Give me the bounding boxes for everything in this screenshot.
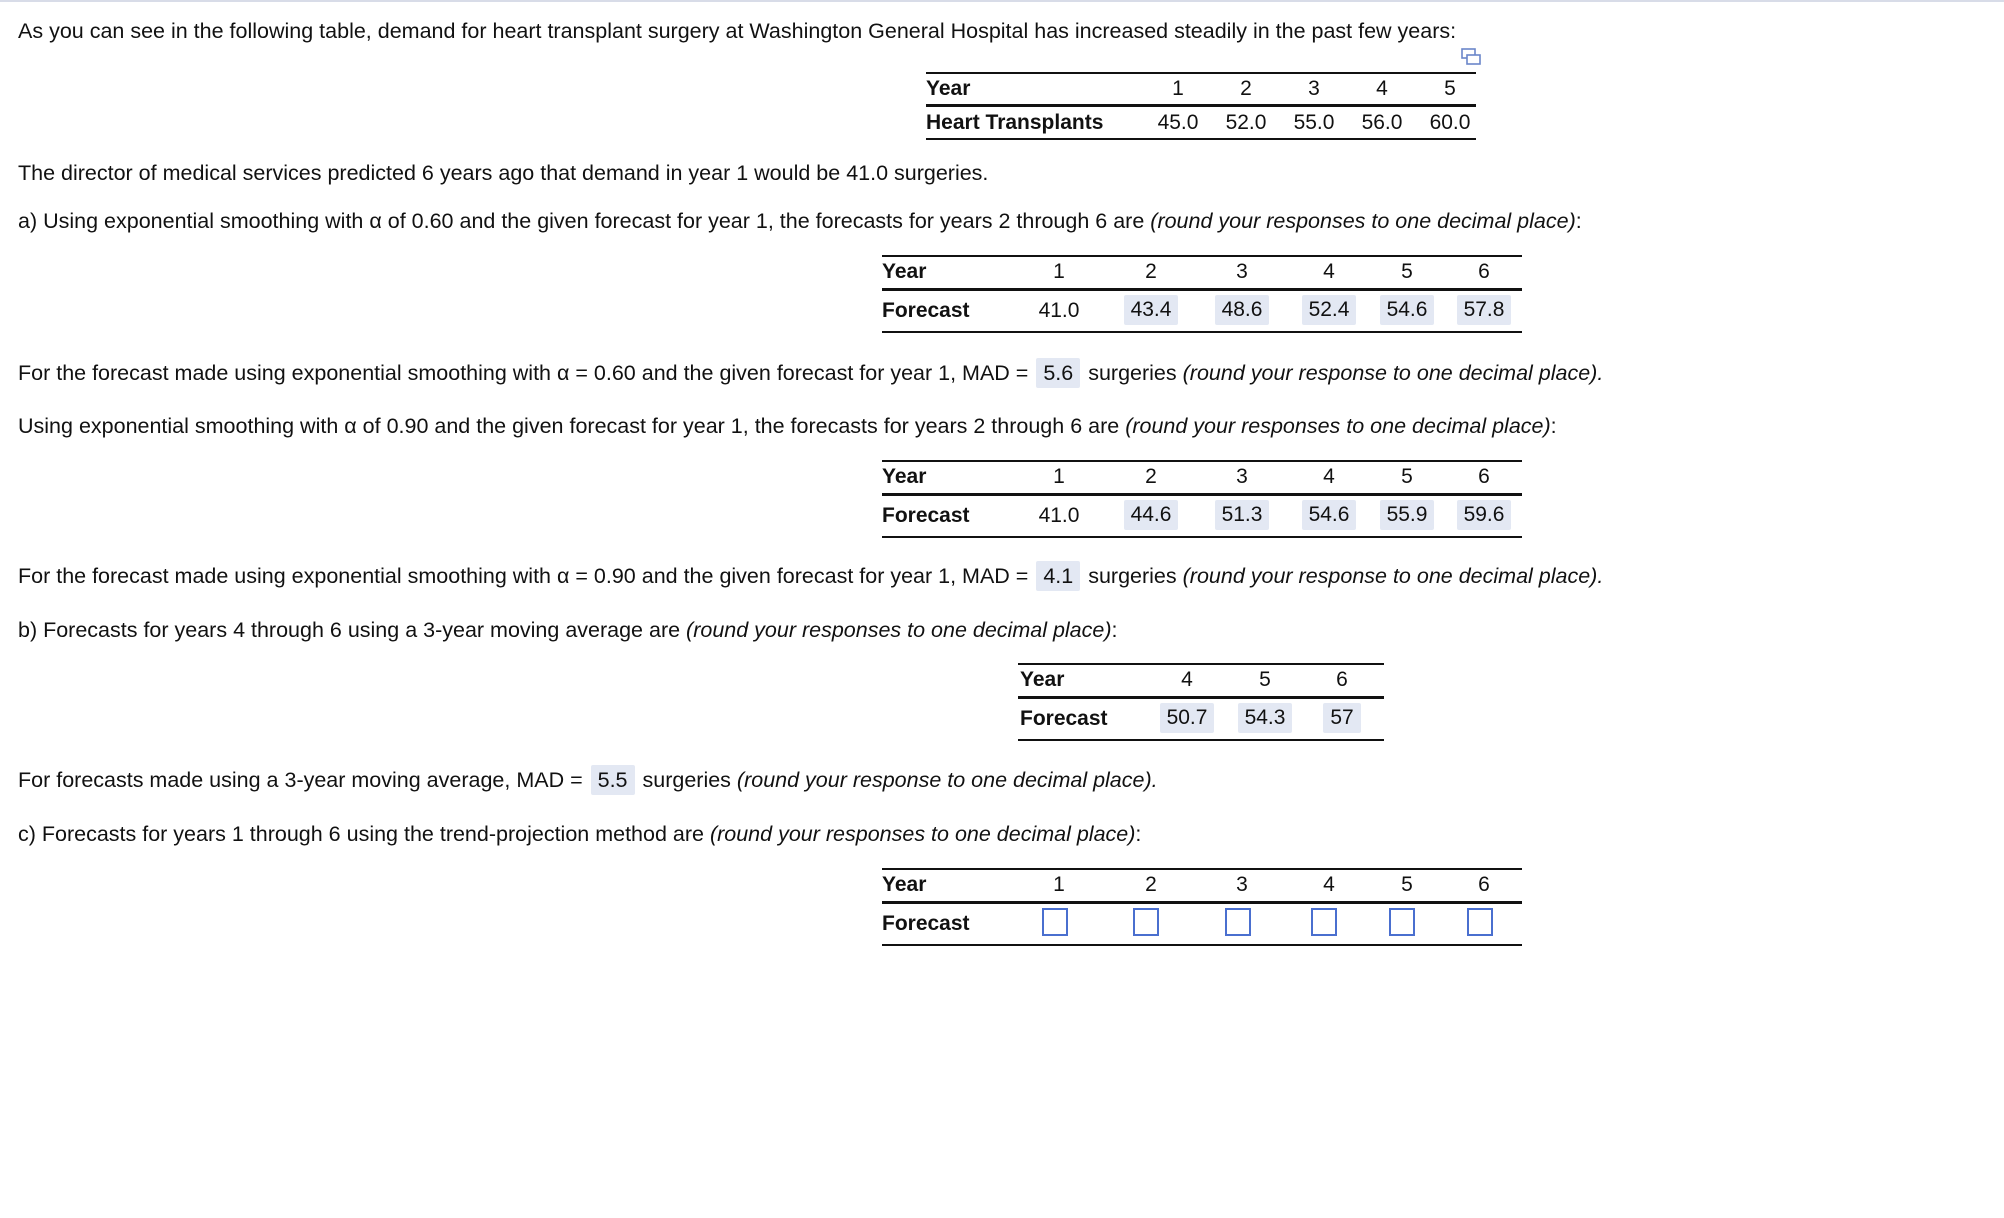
year-cell: 4 [1181, 668, 1193, 691]
colon: : [1575, 209, 1582, 233]
prompt-text: c) Forecasts for years 1 through 6 using the trend-projection method are [18, 822, 704, 846]
row-label-forecast: Forecast [882, 912, 970, 935]
round-note: (round your response to one decimal place). [1182, 361, 1604, 385]
top-border [0, 0, 2004, 2]
colon: : [1111, 618, 1118, 642]
answer-cell[interactable]: 51.3 [1215, 500, 1270, 530]
forecast-input[interactable] [1311, 908, 1337, 936]
year-cell: 6 [1478, 260, 1490, 283]
forecast-input[interactable] [1133, 908, 1159, 936]
round-note: (round your response to one decimal place). [1182, 564, 1604, 588]
mad-answer[interactable]: 5.5 [591, 765, 635, 795]
year-cell: 5 [1259, 668, 1271, 691]
row-label-year: Year [882, 465, 927, 488]
copy-table-icon[interactable] [1461, 48, 1481, 66]
director-text: The director of medical services predicted 6 years ago that demand in year 1 would be 41.0 surgeries. [18, 161, 989, 185]
year-cell: 6 [1478, 873, 1490, 896]
answer-cell[interactable]: 54.6 [1302, 500, 1357, 530]
year-cell: 5 [1444, 77, 1456, 100]
year-cell: 2 [1145, 465, 1157, 488]
heart-transplant-table [926, 72, 1476, 140]
year-cell: 3 [1236, 873, 1248, 896]
year-cell: 1 [1053, 873, 1065, 896]
value-cell: 56.0 [1361, 111, 1403, 134]
row-label-year: Year [1020, 668, 1065, 691]
value-cell: 52.0 [1225, 111, 1267, 134]
prompt-text: a) Using exponential smoothing with α of 0.60 and the given forecast for year 1, the forecasts for years 2 through 6 are [18, 209, 1145, 233]
value-cell: 60.0 [1429, 111, 1471, 134]
value-cell: 45.0 [1157, 111, 1199, 134]
forecast-table-alpha-060 [882, 255, 1522, 333]
colon: : [1550, 414, 1557, 438]
year-cell: 4 [1323, 260, 1335, 283]
round-note: (round your response to one decimal place). [736, 768, 1158, 792]
year-cell: 3 [1308, 77, 1320, 100]
answer-cell[interactable]: 57 [1323, 703, 1360, 733]
mad-prefix: For forecasts made using a 3-year moving average, MAD = [18, 768, 583, 792]
part-a-prompt [18, 207, 1582, 235]
mad-alpha-060 [18, 358, 1603, 388]
year-cell: 6 [1336, 668, 1348, 691]
year-cell: 1 [1053, 260, 1065, 283]
year-cell: 3 [1236, 260, 1248, 283]
row-label-forecast: Forecast [882, 504, 970, 527]
answer-cell[interactable]: 55.9 [1380, 500, 1435, 530]
round-note: (round your responses to one decimal place) [1125, 414, 1551, 438]
mad-suffix: surgeries [1088, 361, 1177, 385]
mad-alpha-090 [18, 561, 1603, 591]
answer-cell[interactable]: 50.7 [1160, 703, 1215, 733]
answer-cell[interactable]: 54.3 [1238, 703, 1293, 733]
year-cell: 5 [1401, 260, 1413, 283]
part-b-prompt [18, 616, 1118, 644]
year-cell: 5 [1401, 873, 1413, 896]
row-label-year: Year [926, 77, 971, 100]
row-label-heart-transplants: Heart Transplants [926, 111, 1104, 134]
value-cell: 55.0 [1293, 111, 1335, 134]
answer-cell[interactable]: 52.4 [1302, 295, 1357, 325]
mad-prefix: For the forecast made using exponential smoothing with α = 0.90 and the given forecast for year 1, MAD = [18, 564, 1029, 588]
year1-forecast-cell: 41.0 [1038, 504, 1080, 527]
round-note: (round your responses to one decimal place) [1150, 209, 1576, 233]
forecast-input[interactable] [1225, 908, 1251, 936]
prompt-text: b) Forecasts for years 4 through 6 using a 3-year moving average are [18, 618, 681, 642]
mad-answer[interactable]: 4.1 [1036, 561, 1080, 591]
mad-suffix: surgeries [1088, 564, 1177, 588]
row-label-forecast: Forecast [1020, 707, 1108, 730]
mad-moving-average [18, 765, 1158, 795]
year-cell: 4 [1323, 873, 1335, 896]
answer-cell[interactable]: 44.6 [1124, 500, 1179, 530]
prompt-text: Using exponential smoothing with α of 0.90 and the given forecast for year 1, the forecasts for years 2 through 6 are [18, 414, 1120, 438]
answer-cell[interactable]: 54.6 [1380, 295, 1435, 325]
row-label-forecast: Forecast [882, 299, 970, 322]
forecast-input[interactable] [1042, 908, 1068, 936]
row-label-year: Year [882, 873, 927, 896]
year-cell: 3 [1236, 465, 1248, 488]
part-c-prompt [18, 820, 1141, 848]
mad-suffix: surgeries [642, 768, 731, 792]
mad-answer[interactable]: 5.6 [1036, 358, 1080, 388]
forecast-input[interactable] [1467, 908, 1493, 936]
answer-cell[interactable]: 43.4 [1124, 295, 1179, 325]
intro-text: As you can see in the following table, demand for heart transplant surgery at Washington General Hospital has increased steadily in the past few years: [18, 19, 1457, 43]
answer-cell[interactable]: 59.6 [1457, 500, 1512, 530]
answer-cell[interactable]: 48.6 [1215, 295, 1270, 325]
forecast-input[interactable] [1389, 908, 1415, 936]
year-cell: 6 [1478, 465, 1490, 488]
mad-prefix: For the forecast made using exponential smoothing with α = 0.60 and the given forecast for year 1, MAD = [18, 361, 1029, 385]
year-cell: 2 [1145, 873, 1157, 896]
colon: : [1135, 822, 1142, 846]
year-cell: 2 [1145, 260, 1157, 283]
year-cell: 4 [1376, 77, 1388, 100]
year1-forecast-cell: 41.0 [1038, 299, 1080, 322]
year-cell: 2 [1240, 77, 1252, 100]
year-cell: 5 [1401, 465, 1413, 488]
year-cell: 1 [1053, 465, 1065, 488]
year-cell: 1 [1172, 77, 1184, 100]
moving-average-table [1018, 663, 1384, 741]
row-label-year: Year [882, 260, 927, 283]
answer-cell[interactable]: 57.8 [1457, 295, 1512, 325]
round-note: (round your responses to one decimal place) [709, 822, 1136, 846]
year-cell: 4 [1323, 465, 1335, 488]
round-note: (round your responses to one decimal place) [686, 618, 1112, 642]
forecast-table-alpha-090 [882, 460, 1522, 538]
trend-projection-table [882, 868, 1522, 946]
part-a2-prompt [18, 412, 1557, 440]
